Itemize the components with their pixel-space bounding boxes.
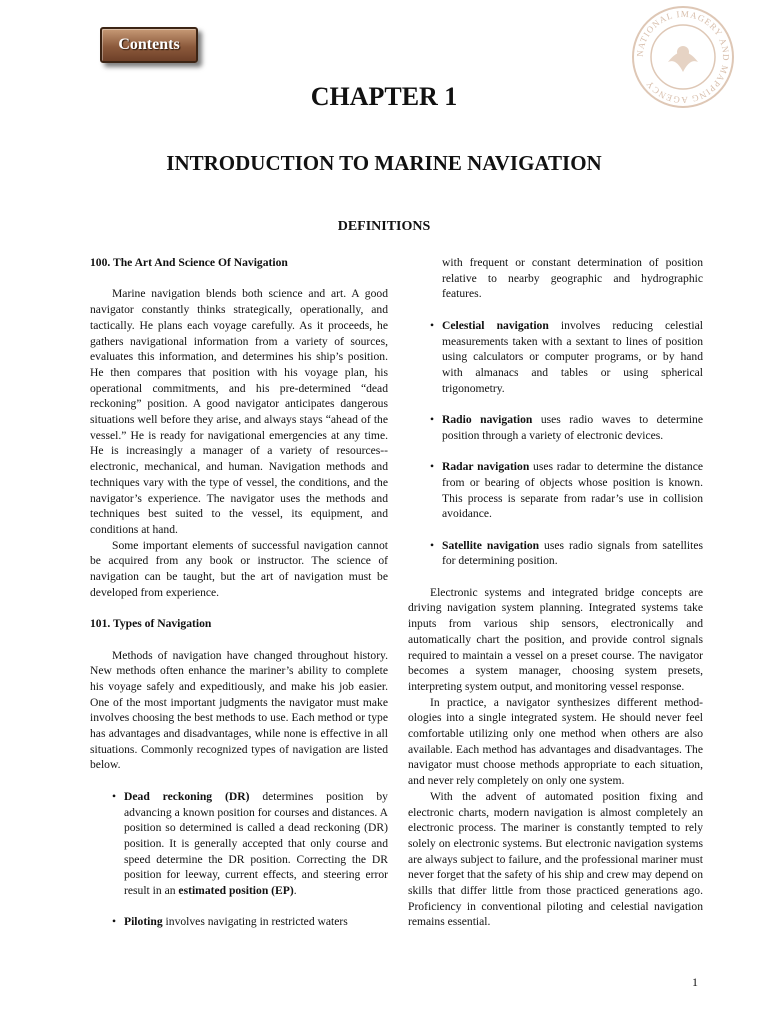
list-item-piloting-continued	[430, 255, 703, 302]
paragraph: Methods of navigation have changed throughout history. New methods often enhance the mariner’s ability to complete his voyage safely and expeditiously, and make his job easier. One of the most important judgments the navigator must make involves choosing the best methods to use. Each method or type has advantages and disadvantages, while none is effective in all situations. Commonly recognized types of navigation are listed below.	[90, 648, 388, 772]
contents-button[interactable]: Contents	[100, 27, 198, 63]
term: Radio navigation	[442, 413, 533, 426]
article-100-heading: 100. The Art And Science Of Navigation	[90, 256, 288, 269]
seal-text: NATIONAL IMAGERY AND MAPPING AGENCY	[634, 8, 732, 106]
paragraph: Electronic systems and integrated bridge concepts are driving navigation system planning. Integrated systems take inputs from various ship sensors, electronically and automatically chart the position, and provide control signals required to maintain a vessel on a preset course. The navigator becomes a system manager, choosing system presets, interpreting system output, and monitoring vessel response.	[408, 585, 703, 693]
term: Celestial navigation	[442, 318, 549, 332]
term: Piloting	[124, 915, 163, 929]
definition-text: with frequent or constant determination of position relative to nearby geographic and hydrographic features.	[442, 256, 703, 301]
right-column	[408, 255, 703, 930]
section-heading: DEFINITIONS	[337, 219, 431, 234]
list-item-piloting	[112, 914, 388, 930]
paragraph: In practice, a navigator synthesizes different method-ologies into a single integrated system. He should never feel comfortable utilizing only one method when others are also available. Each method has advantages and disadvantages. The navigator must choose methods appropriate to each situation, and never rely completely on only one system.	[408, 695, 703, 788]
list-item-dead-reckoning	[112, 789, 388, 899]
paragraph: With the advent of automated position fixing and electronic charts, modern navigation is almost completely an electronic process. The mariner is constantly tempted to rely solely on electronic systems. But electronic navigation systems are always subject to failure, and the professional mariner must never forget that the safety of his ship and crew may depend on skills that differ little from those practiced generations ago. Proficiency in conventional piloting and celestial navigation remains essential.	[408, 789, 703, 929]
chapter-title: CHAPTER 1	[310, 82, 458, 111]
definition-text: uses radio waves to determine position through a variety of electronic devices.	[442, 413, 703, 442]
paragraph: Some important elements of successful navigation cannot be acquired from any book or instructor. The science of navigation can be taught, but the art of navigation must be developed from experience.	[90, 538, 388, 599]
definition-text: uses radio signals from satellites for determining position.	[442, 538, 703, 568]
definition-text: uses radar to determine the distance from or bearing of objects whose position is known. This process is separate from radar’s use in collision avoidance.	[442, 460, 704, 521]
term: Satellite navigation	[442, 538, 540, 552]
term: Dead reckoning (DR)	[124, 789, 250, 803]
list-item-celestial-navigation	[430, 318, 703, 397]
list-item-radio-navigation	[430, 412, 703, 443]
list-item-radar-navigation	[430, 459, 703, 522]
term: estimated position (EP)	[178, 884, 294, 898]
navigation-types-list	[90, 789, 388, 930]
definition-text: determines position by advancing a known position for courses and distances. A position so determined is called a dead reckoning (DR) position. It is generally accepted that only course and speed determine the DR position. Correcting the DR position for leeway, current effects, and steering error result in an	[124, 789, 388, 898]
definition-text: involves navigating in restricted waters	[162, 915, 348, 929]
chapter-subtitle: INTRODUCTION TO MARINE NAVIGATION	[166, 151, 602, 175]
definition-text: .	[293, 884, 297, 898]
article-101-heading: 101. Types of Navigation	[90, 617, 212, 631]
left-column	[90, 255, 388, 946]
page-number: 1	[692, 975, 698, 989]
navigation-types-list-continued	[408, 255, 703, 569]
list-item-satellite-navigation	[430, 538, 703, 569]
term: Radar navigation	[442, 460, 530, 474]
definition-text: involves reducing celestial measurements taken with a sextant to lines of position using calculators or computer programs, or by hand with almanacs and tables or using spherical trigonometry.	[442, 318, 703, 395]
paragraph: Marine navigation blends both science and art. A good navigator constantly thinks strategically, operationally, and tactically. He plans each voyage carefully. As it proceeds, he gathers navigational information from a variety of sources, evaluates this information, and determines his ship’s position. He then compares that position with his voyage plan, his operational commitments, and his pre-determined “dead reckoning” position. A good navigator anticipates dangerous situations well before they arise, and always stays “ahead of the vessel.” He is ready for navigational emergencies at any time. He is increasingly a manager of a variety of resources--electronic, mechanical, and human. Navigation methods and techniques vary with the type of vessel, the conditions, and the navigator’s experience. The navigator uses the methods and techniques best suited to the vessel, its equipment, and conditions at hand.	[90, 287, 388, 536]
